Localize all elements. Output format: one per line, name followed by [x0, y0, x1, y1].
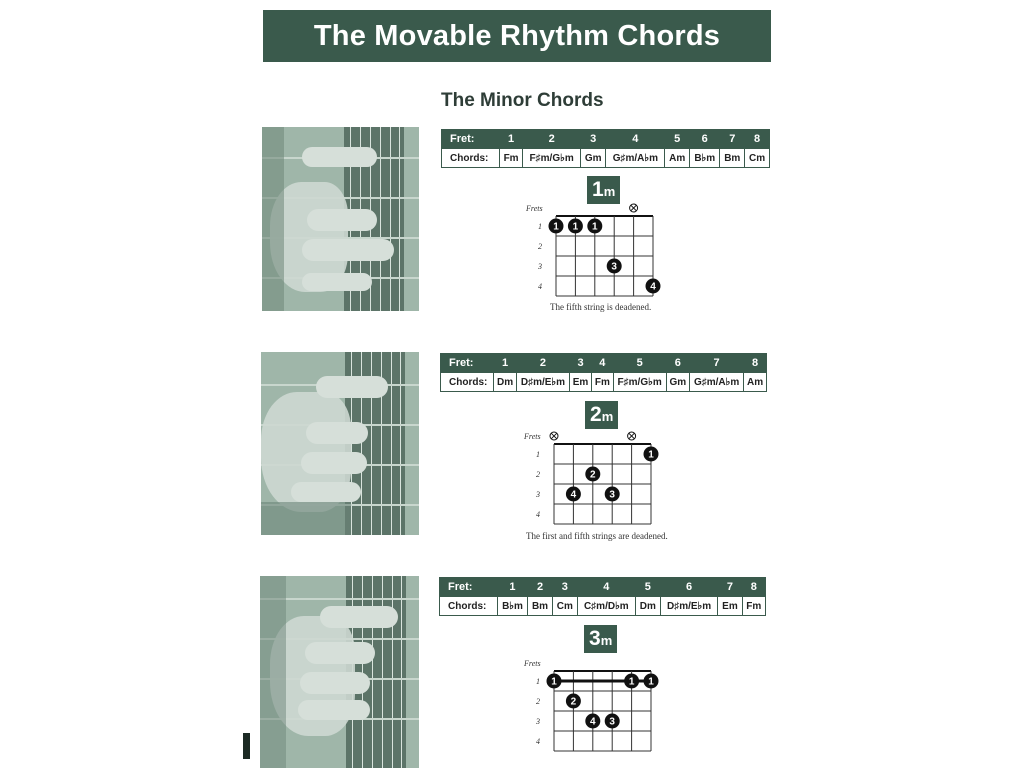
fret-number: 4 [577, 578, 635, 597]
muted-string-icon [630, 204, 638, 212]
chord-cell: G♯m/A♭m [689, 373, 743, 392]
finger-dot [585, 467, 600, 482]
finger-number: 1 [572, 221, 579, 233]
chord-number: 2 [590, 403, 602, 426]
hand-photo-3 [260, 576, 419, 768]
finger-dot [605, 714, 620, 729]
chord-number: 1 [592, 178, 604, 201]
chord-cell: Dm [494, 373, 517, 392]
chord-diagram-3 [518, 655, 668, 755]
fret-number: 1 [497, 578, 527, 597]
fret-number-label: 4 [536, 737, 540, 746]
chord-cell: G♯m/A♭m [606, 149, 665, 168]
chord-cell: Em [718, 597, 742, 616]
chord-cell: Dm [635, 597, 660, 616]
fret-number-label: 2 [538, 242, 542, 251]
fret-chord-table-1 [441, 129, 770, 168]
fret-number-label: 3 [538, 262, 542, 271]
chord-cell: Em [569, 373, 591, 392]
chord-cell: Am [744, 373, 767, 392]
chords-label: Chords: [441, 373, 494, 392]
finger-dot [566, 694, 581, 709]
fret-number: 8 [742, 578, 766, 597]
finger-number: 1 [551, 676, 557, 688]
chord-suffix: m [603, 184, 616, 199]
chord-cell: Bm [720, 149, 745, 168]
chord-suffix: m [600, 633, 613, 648]
chord-cell: Am [665, 149, 690, 168]
finger-dot [568, 219, 583, 234]
fret-number: 5 [665, 130, 690, 149]
chord-cell: B♭m [690, 149, 720, 168]
fret-chord-table-2 [440, 353, 767, 392]
chord-cell: Fm [742, 597, 766, 616]
fret-number-label: 1 [536, 677, 540, 686]
chords-label: Chords: [442, 149, 500, 168]
frets-axis-label: Frets [526, 204, 543, 213]
fret-number-label: 1 [538, 222, 542, 231]
fret-number-label: 1 [536, 450, 540, 459]
frets-axis-label: Frets [524, 659, 541, 668]
chord-cell: Gm [666, 373, 689, 392]
chord-cell: F♯m/G♭m [613, 373, 666, 392]
finger-number: 1 [553, 221, 559, 233]
finger-dot [547, 674, 562, 689]
fret-number: 6 [660, 578, 718, 597]
chord-diagram-2 [518, 428, 668, 528]
fret-number-label: 2 [536, 697, 540, 706]
fret-number: 7 [720, 130, 745, 149]
finger-number: 1 [648, 449, 654, 461]
chord-cell: Cm [745, 149, 770, 168]
hand-photo-1 [262, 127, 419, 311]
chord-cell: Cm [552, 597, 577, 616]
fret-number-label: 3 [536, 490, 540, 499]
finger-dot [549, 219, 564, 234]
fret-number: 1 [499, 130, 522, 149]
finger-number: 4 [590, 716, 596, 728]
muted-string-icon [628, 432, 636, 440]
finger-number: 4 [650, 281, 656, 293]
fret-number: 8 [745, 130, 770, 149]
fret-number: 3 [552, 578, 577, 597]
finger-dot [566, 487, 581, 502]
chord-cell: Bm [528, 597, 553, 616]
fret-number: 2 [516, 354, 569, 373]
page-edge-mark [243, 733, 250, 759]
hand-photo-2 [261, 352, 419, 535]
finger-number: 3 [611, 261, 617, 273]
section-subtitle: The Minor Chords [441, 90, 604, 111]
diagram-caption-1: The fifth string is deadened. [550, 302, 652, 312]
fret-number: 6 [666, 354, 689, 373]
finger-number: 3 [609, 716, 615, 728]
fret-number: 4 [606, 130, 665, 149]
chord-badge-3 [584, 625, 617, 653]
chord-cell: D♯m/E♭m [660, 597, 718, 616]
fret-label: Fret: [441, 354, 494, 373]
finger-dot [587, 219, 602, 234]
chord-cell: Gm [580, 149, 605, 168]
finger-number: 1 [648, 676, 654, 688]
finger-dot [646, 279, 661, 294]
fret-number-label: 4 [536, 510, 540, 519]
fret-number: 3 [569, 354, 591, 373]
fret-number: 1 [494, 354, 517, 373]
finger-number: 3 [609, 489, 615, 501]
chord-cell: D♯m/E♭m [516, 373, 569, 392]
finger-number: 4 [570, 489, 577, 501]
fret-number: 5 [613, 354, 666, 373]
muted-string-icon [550, 432, 558, 440]
finger-dot [607, 259, 622, 274]
fret-number: 4 [592, 354, 614, 373]
chord-suffix: m [601, 409, 614, 424]
fret-label: Fret: [440, 578, 498, 597]
fret-number-label: 3 [536, 717, 540, 726]
finger-number: 2 [590, 469, 596, 481]
fret-number: 6 [690, 130, 720, 149]
finger-dot [644, 674, 659, 689]
chord-cell: Fm [499, 149, 522, 168]
page-title: The Movable Rhythm Chords [313, 19, 721, 52]
fret-number-label: 4 [538, 282, 542, 291]
chord-badge-2 [585, 401, 618, 429]
fret-number: 7 [689, 354, 743, 373]
fret-number: 7 [718, 578, 742, 597]
fret-number: 2 [528, 578, 553, 597]
chord-cell: F♯m/G♭m [523, 149, 581, 168]
chords-label: Chords: [440, 597, 498, 616]
finger-number: 1 [628, 676, 635, 688]
finger-dot [644, 447, 659, 462]
chord-cell: C♯m/D♭m [577, 597, 635, 616]
fret-label: Fret: [442, 130, 500, 149]
fret-number: 2 [523, 130, 581, 149]
chord-number: 3 [589, 627, 601, 650]
finger-dot [585, 714, 600, 729]
fret-number: 8 [744, 354, 767, 373]
finger-dot [624, 674, 639, 689]
finger-dot [605, 487, 620, 502]
finger-number: 1 [592, 221, 598, 233]
frets-axis-label: Frets [524, 432, 541, 441]
finger-number: 2 [570, 696, 577, 708]
chord-cell: Fm [592, 373, 614, 392]
fret-number: 3 [580, 130, 605, 149]
chord-diagram-1 [520, 200, 670, 300]
diagram-caption-2: The first and fifth strings are deadened. [526, 531, 668, 541]
chord-cell: B♭m [497, 597, 527, 616]
title-banner [263, 10, 771, 62]
fret-number-label: 2 [536, 470, 540, 479]
fret-number: 5 [635, 578, 660, 597]
fret-chord-table-3 [439, 577, 766, 616]
